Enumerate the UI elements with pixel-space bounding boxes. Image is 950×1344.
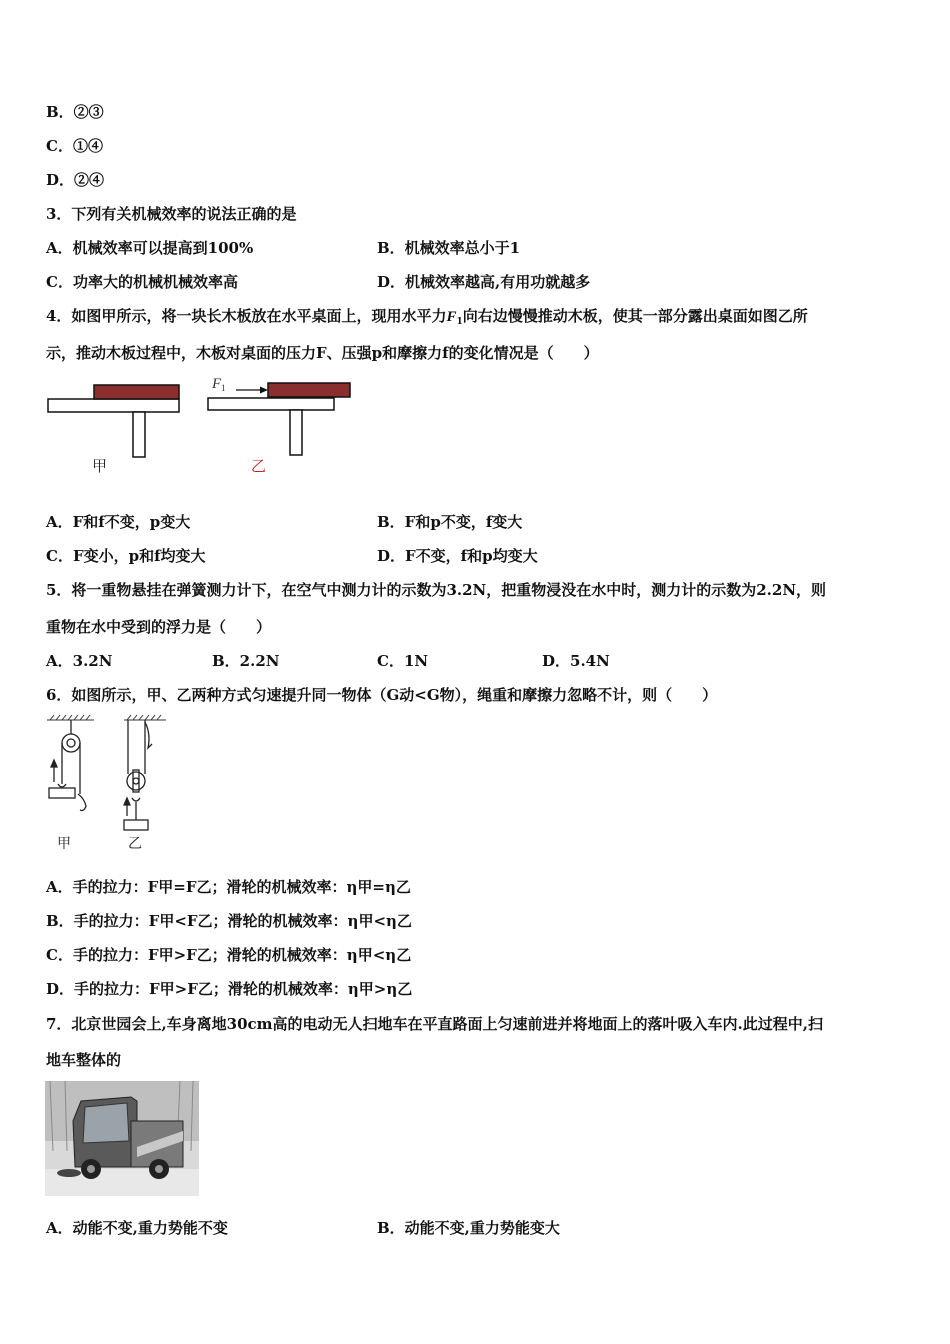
q6-option-c: C．手的拉力：F甲>F乙；滑轮的机械效率：η甲<η乙 [46, 946, 412, 964]
q2-option-b: B．②③ [46, 103, 104, 121]
q3-option-c: C．功率大的机械机械效率高 [46, 273, 238, 291]
q7-stem-line2: 地车整体的 [46, 1051, 122, 1069]
table-leg-jia [133, 412, 145, 457]
q3-option-b: B．机械效率总小于1 [377, 239, 521, 257]
q3-stem: 3．下列有关机械效率的说法正确的是 [46, 205, 297, 223]
street-sweeper-photo [45, 1081, 199, 1196]
q5-option-d: D．5.4N [542, 652, 610, 670]
table-top-jia [48, 399, 179, 412]
q6-option-d: D．手的拉力：F甲>F乙；滑轮的机械效率：η甲>η乙 [46, 980, 413, 998]
q4-option-d: D．F不变，f和p均变大 [377, 547, 538, 565]
q3-option-d: D．机械效率越高,有用功就越多 [377, 273, 591, 291]
q5-option-b: B．2.2N [212, 652, 280, 670]
fig-label-jia: 甲 [92, 457, 108, 475]
board-jia [94, 385, 179, 399]
q4-stem-part2: 向右边慢慢推动木板，使其一部分露出桌面如图乙所 [462, 307, 808, 325]
fig6-label-jia: 甲 [57, 836, 71, 852]
q7-stem-line1: 7．北京世园会上,车身离地30cm高的电动无人扫地车在平直路面上匀速前进并将地面上的落叶吸入车内.此过程中,扫 [46, 1015, 823, 1033]
q4-option-b: B．F和p不变，f变大 [377, 513, 523, 531]
q5-option-c: C．1N [377, 652, 429, 670]
board-yi [268, 383, 350, 397]
q6-option-b: B．手的拉力：F甲<F乙；滑轮的机械效率：η甲<η乙 [46, 912, 412, 930]
force-arrowhead [260, 387, 268, 394]
table-top-yi [208, 398, 334, 410]
table-leg-yi [290, 410, 302, 455]
q2-option-c: C．①④ [46, 137, 103, 155]
q4-board-figure [44, 372, 364, 482]
q5-option-a: A．3.2N [46, 652, 113, 670]
pulley-jia [49, 720, 86, 811]
ceiling-jia [47, 715, 94, 720]
q6-option-a: A．手的拉力：F甲=F乙；滑轮的机械效率：η甲=η乙 [46, 878, 411, 896]
q7-option-b: B．动能不变,重力势能变大 [377, 1219, 560, 1237]
q4-stem-part1: 4．如图甲所示，将一块长木板放在水平桌面上，现用水平力 [46, 307, 447, 325]
q4-option-c: C．F变小，p和f均变大 [46, 547, 206, 565]
q5-stem-line2: 重物在水中受到的浮力是（ ） [46, 618, 272, 636]
q6-stem: 6．如图所示，甲、乙两种方式匀速提升同一物体（G动<G物），绳重和摩擦力忽略不计，则（ ） [46, 686, 718, 704]
q4-stem-line2: 示，推动木板过程中，木板对桌面的压力F、压强p和摩擦力f的变化情况是（ ） [46, 344, 599, 362]
ceiling-yi [124, 715, 166, 720]
q4-stem-force-var: F [446, 309, 457, 325]
q4-stem-line1 [46, 306, 808, 332]
q3-option-a: A．机械效率可以提高到100% [46, 239, 254, 257]
q4-stem-force-sub: 1 [456, 317, 463, 327]
q6-pulley-figure [44, 712, 174, 857]
fig-force-label: F [212, 376, 222, 392]
q7-option-a: A．动能不变,重力势能不变 [46, 1219, 228, 1237]
fig6-label-yi: 乙 [128, 836, 142, 852]
q5-stem-line1: 5．将一重物悬挂在弹簧测力计下，在空气中测力计的示数为3.2N，把重物浸没在水中时，测力计的示数为2.2N，则 [46, 581, 827, 599]
q4-option-a: A．F和f不变，p变大 [46, 513, 191, 531]
q2-option-d: D．②④ [46, 171, 105, 189]
fig-label-yi: 乙 [251, 457, 267, 475]
fig-force-sub: 1 [221, 383, 226, 393]
pulley-yi [124, 720, 152, 830]
